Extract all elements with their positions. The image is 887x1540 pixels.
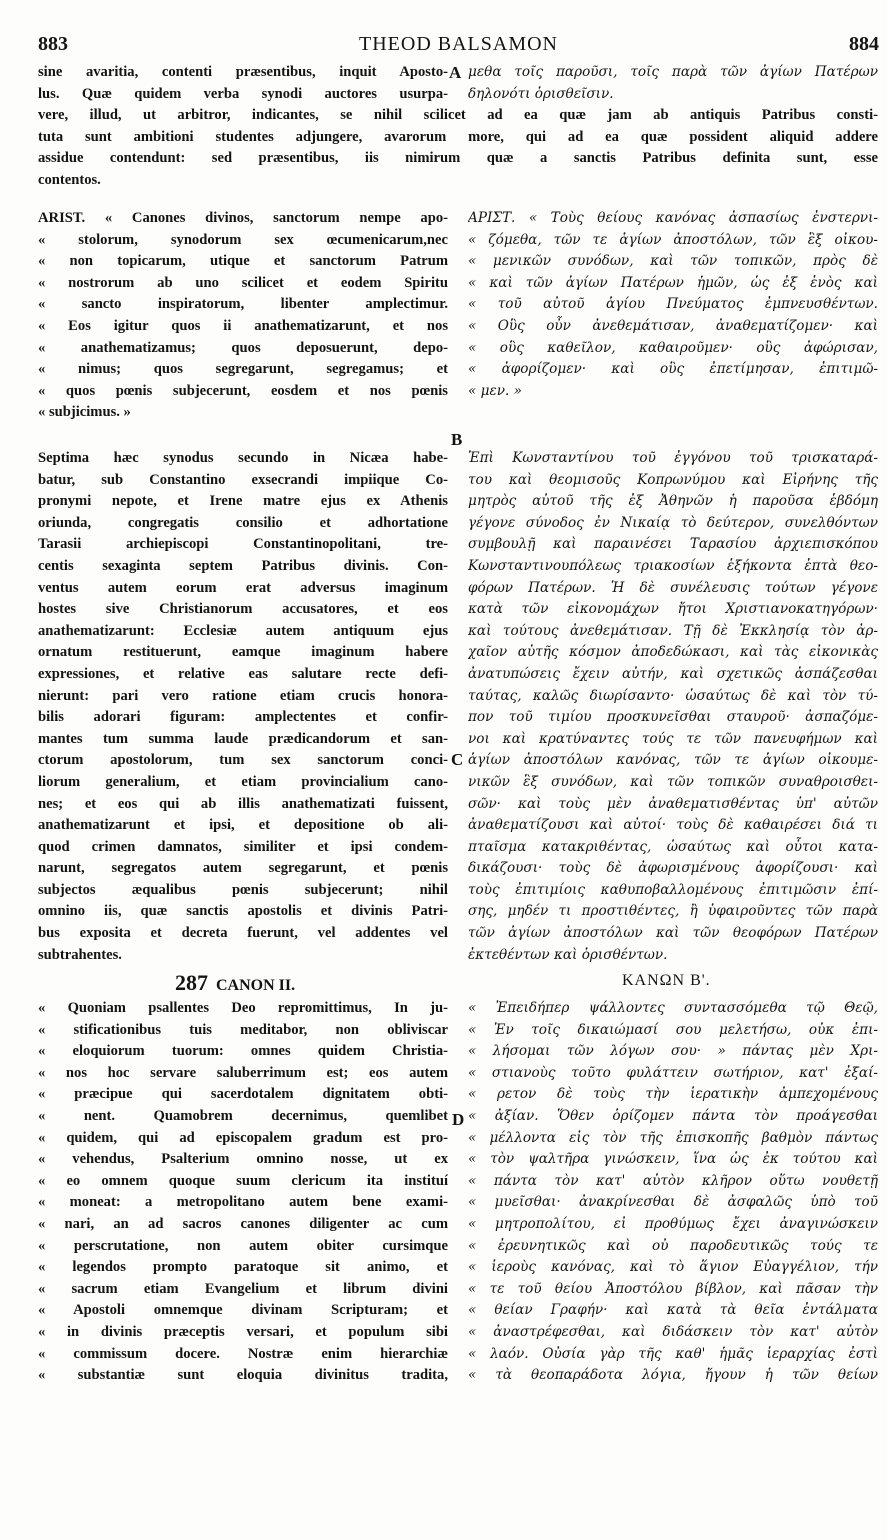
text-line: Ἐπὶ Κωνσταντίνου τοῦ ἐγγόνου τοῦ τρισκαταρά- <box>468 450 878 466</box>
text-line: « μέλλοντα εἰς τὸν τῆς ἐπισκοπῆς βαθμὸν πάντως <box>468 1129 878 1146</box>
text-line: « nimus; quos segregarunt, segregamus; et <box>38 361 448 378</box>
text-line: « præcipue qui sacerdotalem dignitatem obti- <box>38 1086 448 1103</box>
text-line: « nari, an ad sacros canones diligenter ac cum <box>38 1215 448 1232</box>
text-line: μητρὸς αὐτοῦ τῆς ἐξ Ἀθηνῶν ἡ παροῦσα ἑβδόμη <box>468 493 878 510</box>
arist-latin-column <box>38 208 448 424</box>
text-line: νικῶν ἓξ συνόδων, καὶ τῶν τοπικῶν συναθροισθει- <box>468 773 878 790</box>
text-line: assidue contendunt: sed præsentibus, iis nimirum quæ a sanctis Patribus definita sunt, esse <box>38 150 878 167</box>
text-line: sine avaritia, contenti præsentibus, inquit Aposto- <box>38 64 448 80</box>
text-line: contentos. <box>38 171 101 188</box>
text-line: « nos hoc servare saluberrimum est; eos autem <box>38 1064 448 1081</box>
text-line: « anathematizamus; quos deposuerunt, depo- <box>38 339 448 356</box>
page-number-right: 884 <box>849 33 879 55</box>
text-line: « μητροπολίτου, εἰ προθύμως ἔχει ἀναγινώσκειν <box>468 1215 878 1232</box>
margin-letter-a: A <box>449 63 462 82</box>
margin-letter-c: C <box>451 750 464 769</box>
text-line: lus. Quæ quidem verba synodi auctores usurpa- <box>38 85 448 102</box>
margin-letter-d: D <box>452 1110 465 1129</box>
text-line: nierunt: pari vero ratione etiam crucis honora- <box>38 687 448 704</box>
canon-greek-column <box>468 998 878 1387</box>
text-line: « sancto inspiratorum, libenter amplectimur. <box>38 296 448 313</box>
text-line: « Ἐν τοῖς δικαιώμασί σου μελετήσω, οὐκ ἐπι- <box>468 1021 878 1038</box>
text-line: χαῖον αὐτῆς κόσμον ἀποδεδώκασι, καὶ τὰς εἰκονικὰς <box>468 644 878 661</box>
text-line: ornatum restituerunt, eamque imaginum habere <box>38 644 448 661</box>
text-line: « perscrutatione, non autem obiter cursimque <box>38 1237 448 1254</box>
text-line: « Eos igitur quos ii anathematizarunt, et nos <box>38 317 448 334</box>
text-line: bilis adorari figuram: amplectentes et confir- <box>38 709 448 726</box>
text-line: liorum generalium, et etiam provincialium cano- <box>38 773 448 790</box>
text-line: ταύτας, καλῶς διωρίσαντο· ὡσαύτως δὲ καὶ τὸν τύ- <box>468 687 878 704</box>
text-line: Tarasii archiepiscopi Constantinopolitani, tre- <box>38 536 448 553</box>
text-line: « Quoniam psallentes Deo repromittimus, In ju- <box>38 1000 448 1016</box>
text-line: σῶν· καὶ τοὺς μὲν ἀναθεματισθέντας ὑπ' αὐτῶν <box>468 795 878 812</box>
text-line: « eo omnem quoque suum clericum ita instituí <box>38 1172 448 1189</box>
text-line: centis sexaginta septem Patribus divinis. Con- <box>38 557 448 574</box>
text-line: « Apostoli omnemque divinam Scripturam; et <box>38 1302 448 1319</box>
text-line: « πάντα τὸν κατ' αὐτὸν κλῆρον οὕτω νουθετῇ <box>468 1172 878 1189</box>
text-line: ctorum apostolorum, tum sex sanctorum conci- <box>38 752 448 769</box>
text-line: « legendos prompto paratoque sit animo, et <box>38 1259 448 1276</box>
text-line: Κωνσταντινουπόλεως τριακοσίων ἑξήκοντα ἑπτὰ θεο- <box>468 557 878 574</box>
text-line: « μυεῖσθαι· ἀνακρίνεσθαι δὲ ἀσφαλῶς ὑπὸ τοῦ <box>468 1194 878 1211</box>
section-number: 287 <box>175 970 208 995</box>
text-line: ἁγίων ἀποστόλων κανόνας, τῶν τε ἁγίων οἰκουμε- <box>468 752 878 769</box>
text-line: ἐκτεθέντων καὶ ὁρισθέντων. <box>468 946 668 963</box>
text-line: ventus autem eorum erat adversus imaginum <box>38 579 448 596</box>
text-line: « nostrorum ab uno scilicet et eodem Spiritu <box>38 274 448 291</box>
text-line: σης, μηδέν τι προστιθέντες, ἢ ὑφαιροῦντες τῶν παρὰ <box>468 903 878 920</box>
text-line: « nent. Quamobrem decernimus, quemlibet <box>38 1107 448 1124</box>
canon-latin-title: CANON II. <box>216 977 296 994</box>
text-line: « in divinis præceptis versari, et populum sibi <box>38 1323 448 1340</box>
text-line: « οὓς καθεῖλον, καθαιροῦμεν· οὓς ἀφώρισαν, <box>468 339 878 356</box>
text-line: omnino iis, quæ sanctis apostolis et divinis Patri- <box>38 903 448 920</box>
text-line: anathematizarunt et ipsi, et depositione ob ali- <box>38 817 448 834</box>
text-line: expressiones, et relative eas salutare recte defi- <box>38 665 448 682</box>
canon-latin-heading <box>175 970 295 996</box>
text-line: « Οὓς οὖν ἀνεθεμάτισαν, ἀναθεματίζομεν· καὶ <box>468 317 878 334</box>
text-line: ἀνατυπώσεις ἔχειν αὐτήν, καὶ σχετικῶς ἀσπάζεσθαι <box>468 665 878 682</box>
text-line: mantes tum summa laude prædicandorum et san- <box>38 730 448 747</box>
running-title: THEOD BALSAMON <box>359 33 558 55</box>
text-line: « ρετον δὲ τοὺς τὴν ἱερατικὴν ἀμπεχομένους <box>468 1086 878 1103</box>
text-line: « stolorum, synodorum sex œcumenicarum,nec <box>38 231 448 248</box>
top-latin-lines <box>38 62 448 105</box>
text-line: καὶ τούτους ἀνεθεμάτισαν. Τῇ δὲ Ἐκκλησίᾳ τὸν ἀρ- <box>468 622 878 639</box>
text-line: ΑΡΙΣΤ. « Τοὺς θείους κανόνας ἀσπασίως ἐνστερνι- <box>468 210 878 226</box>
text-line: τῶν ἁγίων ἀποστόλων καὶ τῶν θεοφόρων Πατέρων <box>468 925 878 942</box>
text-line: « λήσομαι τῶν λόγων σου· » πάντας μὲν Χρι- <box>468 1043 878 1060</box>
text-line: « quos pœnis subjecerunt, eosdem et nos pœnis <box>38 382 448 399</box>
text-line: « ἀφορίζομεν· καὶ οὓς ἐπετίμησαν, ἐπιτιμῶ- <box>468 361 878 378</box>
text-line: του καὶ θεομισοῦς Κοπρωνύμου καὶ Εἰρήνης τῆς <box>468 471 878 488</box>
text-line: tuta sunt ambitioni studentes adjungere, avarorum more, qui ad ea quæ possident aliquid addere <box>38 128 878 145</box>
text-line: « ζόμεθα, τῶν τε ἁγίων ἀποστόλων, τῶν ἓξ οἰκου- <box>468 231 878 248</box>
text-line: συμβουλῇ καὶ παραινέσει Ταρασίου ἀρχιεπισκόπου <box>468 536 878 553</box>
text-line: nes; et eos qui ab illis anathematizati fuissent, <box>38 795 448 812</box>
text-line: « τὰ θεοπαράδοτα λόγια, ἤγουν ἡ τῶν θείων <box>468 1367 878 1384</box>
text-line: « τοῦ αὐτοῦ ἁγίου Πνεύματος ἐμπνευσθέντων. <box>468 296 878 313</box>
text-line: « eloquiorum tuorum: omnes quidem Christia- <box>38 1043 448 1060</box>
text-line: δικάζουσι· τοὺς δὲ ἀφωρισμένους ἀφορίζουσι· καὶ <box>468 860 878 877</box>
arist-greek-column <box>468 208 878 402</box>
text-line: « ἀναστρέφεσθαι, καὶ διδάσκειν τὸν κατ' αὐτὸν <box>468 1323 878 1340</box>
text-line: « sacrum etiam Evangelium et librum divini <box>38 1280 448 1297</box>
text-line: ἀναθεματίζουσι καὶ αὐτοί· τοὺς δὲ καθαιρέσει διά τι <box>468 817 878 834</box>
text-line: « μενικῶν συνόδων, καὶ τῶν τοπικῶν, πρὸς δὲ <box>468 253 878 270</box>
text-line: « τὸν ψαλτῆρα γινώσκειν, ἵνα ὡς ἐκ τούτου καὶ <box>468 1151 878 1168</box>
text-line: μεθα τοῖς παροῦσι, τοῖς παρὰ τῶν ἁγίων Πατέρων <box>468 64 878 80</box>
text-line: « subjicimus. » <box>38 404 131 421</box>
text-line: « ἐρευνητικῶς καὶ οὐ παροδευτικῶς τούς τε <box>468 1237 878 1254</box>
text-line: « commissum docere. Nostræ enim hierarchiæ <box>38 1345 448 1362</box>
text-line: vere, illud, ut arbitror, indicantes, se nihil scilicet ad ea quæ jam ab antiquis Patribus consti- <box>38 107 878 123</box>
text-line: « non topicarum, utique et sanctorum Patrum <box>38 253 448 270</box>
text-line: γέγονε σύνοδος ἐν Νικαίᾳ τὸ δεύτερον, συνελθόντων <box>468 514 878 531</box>
text-line: « Ἐπειδήπερ ψάλλοντες συντασσόμεθα τῷ Θεῷ, <box>468 1000 878 1016</box>
text-line: φόρων Πατέρων. Ἡ δὲ συνέλευσις τούτων γέγονε <box>468 579 878 596</box>
text-line: Septima hæc synodus secundo in Nicæa habe- <box>38 450 448 466</box>
text-line: « θείαν Γραφήν· καὶ κατὰ τὰ θεῖα ἐντάλματα <box>468 1302 878 1319</box>
text-line: subjectos æqualibus pœnis subjecerunt; nihil <box>38 881 448 898</box>
text-line: « ἀξίαν. Ὅθεν ὁρίζομεν πάντα τὸν προάγεσθαι <box>468 1107 878 1124</box>
margin-letter-b: B <box>451 430 463 449</box>
text-line: « substantiæ sunt eloquia divinitus tradita, <box>38 1367 448 1384</box>
text-line: oriunda, congregatis consilio et adhortatione <box>38 514 448 531</box>
text-line: « vehendus, Psalterium omnino nosse, ut ex <box>38 1151 448 1168</box>
canon-greek-title: ΚΑΝΩΝ Β'. <box>622 972 711 989</box>
text-line: « καὶ τῶν ἁγίων Πατέρων ἡμῶν, ὡς ἐξ ἑνὸς καὶ <box>468 274 878 291</box>
text-line: subtrahentes. <box>38 946 122 963</box>
text-line: « quidem, qui ad episcopalem gradum est pro- <box>38 1129 448 1146</box>
canon-latin-column <box>38 998 448 1387</box>
text-line: ARIST. « Canones divinos, sanctorum nempe apo- <box>38 210 448 226</box>
text-line: τοὺς ἐπιτιμίοις καθυποβαλλομένους ἐπιτιμῶσιν ἐπί- <box>468 881 878 898</box>
text-line: « ἱεροὺς κανόνας, καὶ τὸ ἅγιον Εὐαγγέλιον, τήν <box>468 1259 878 1276</box>
text-line: hostes sive Christianorum accusatores, et eos <box>38 601 448 618</box>
text-line: δηλονότι ὁρισθεῖσιν. <box>468 85 614 102</box>
text-line: anathematizarunt: Ecclesiæ autem antiquum ejus <box>38 622 448 639</box>
page-number-left: 883 <box>38 33 68 55</box>
text-line: « μεν. » <box>468 382 522 399</box>
running-header <box>38 33 879 59</box>
top-latin-paragraph <box>38 105 878 191</box>
septima-latin-column <box>38 448 448 966</box>
septima-greek-column <box>468 448 878 966</box>
text-line: πον τοῦ τιμίου προσκυνεῖσθαι σταυροῦ· ἀσπαζόμε- <box>468 709 878 726</box>
text-line: « λαόν. Οὐσία γὰρ τῆς καθ' ἡμᾶς ἱεραρχίας ἐστὶ <box>468 1345 878 1362</box>
text-line: batur, sub Constantino exsecrandi impiique Co- <box>38 471 448 488</box>
text-line: narunt, segregatos autem segregarunt, et pœnis <box>38 860 448 877</box>
text-line: quod crimen damnatos, similiter et ipsi condem- <box>38 838 448 855</box>
text-line: κατὰ τῶν εἰκονομάχων ἤτοι Χριστιανοκατηγόρων· <box>468 601 878 618</box>
top-greek-lines <box>468 62 878 105</box>
text-line: πταῖσμα κατακριθέντας, ὡσαύτως καὶ οὗτοι κατα- <box>468 838 878 855</box>
text-line: « stificationibus tuis meditabor, non obliviscar <box>38 1021 448 1038</box>
text-line: bus exposita et decreta fuerunt, vel addentes vel <box>38 925 448 942</box>
text-line: « τε τοῦ θείου Ἀποστόλου βίβλον, καὶ πᾶσαν τὴν <box>468 1280 878 1297</box>
text-line: νοι καὶ κρατύναντες τούς τε τῶν πανευφήμων καὶ <box>468 730 878 747</box>
text-line: « στιανοὺς τοῦτο φυλάττειν σωτήριον, κατ' ἐξαί- <box>468 1064 878 1081</box>
text-line: « moneat: a metropolitano autem bene exami- <box>38 1194 448 1211</box>
text-line: pronymi nepote, et Irene matre ejus ex Athenis <box>38 493 448 510</box>
